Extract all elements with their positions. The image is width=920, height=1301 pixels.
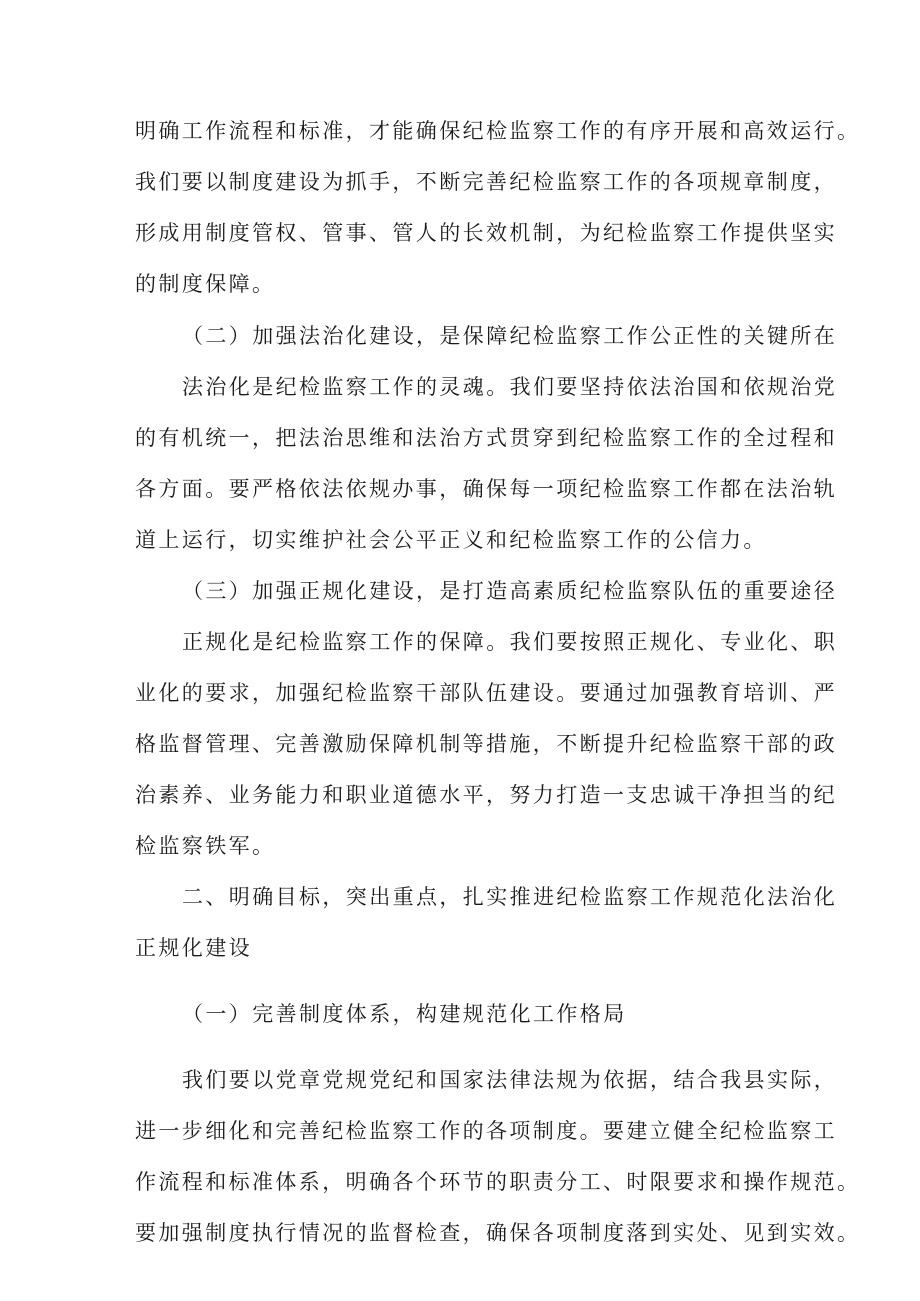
text-line-8: 各方面。要严格依法依规办事，确保每一项纪检监察工作都在法治轨 — [135, 477, 837, 501]
text-line-11: 正规化是纪检监察工作的保障。我们要按照正规化、专业化、职 — [182, 630, 838, 654]
text-line-13: 格监督管理、完善激励保障机制等措施，不断提升纪检监察干部的政 — [135, 732, 837, 756]
text-line-21: 作流程和标准体系，明确各个环节的职责分工、时限要求和操作规范。 — [135, 1170, 861, 1194]
text-line-1: 明确工作流程和标准，才能确保纪检监察工作的有序开展和高效运行。 — [135, 119, 861, 143]
text-line-22: 要加强制度执行情况的监督检查，确保各项制度落到实处、见到实效。 — [135, 1221, 861, 1245]
text-line-9: 道上运行，切实维护社会公平正义和纪检监察工作的公信力。 — [135, 528, 767, 552]
text-line-4: 的制度保障。 — [135, 272, 276, 296]
chapter-heading-2: 二、明确目标，突出重点，扎实推进纪检监察工作规范化法治化 — [182, 885, 838, 909]
text-line-3: 形成用制度管权、管事、管人的长效机制，为纪检监察工作提供坚实 — [135, 221, 837, 245]
chapter-heading-2-cont: 正规化建设 — [135, 936, 252, 960]
text-line-7: 的有机统一，把法治思维和法治方式贯穿到纪检监察工作的全过程和 — [135, 426, 837, 450]
text-line-20: 进一步细化和完善纪检监察工作的各项制度。要建立健全纪检监察工 — [135, 1119, 837, 1143]
text-line-15: 检监察铁军。 — [135, 834, 276, 858]
section-heading-3: （三）加强正规化建设，是打造高素质纪检监察队伍的重要途径 — [182, 579, 838, 603]
text-line-6: 法治化是纪检监察工作的灵魂。我们要坚持依法治国和依规治党 — [182, 375, 838, 399]
text-line-19: 我们要以党章党规党纪和国家法律法规为依据，结合我县实际， — [182, 1068, 838, 1092]
section-heading-2: （二）加强法治化建设，是保障纪检监察工作公正性的关键所在 — [182, 324, 838, 348]
text-line-12: 业化的要求，加强纪检监察干部队伍建设。要通过加强教育培训、严 — [135, 681, 837, 705]
section-heading-1: （一）完善制度体系，构建规范化工作格局 — [182, 1002, 627, 1026]
text-line-2: 我们要以制度建设为抓手，不断完善纪检监察工作的各项规章制度， — [135, 170, 837, 194]
text-line-14: 治素养、业务能力和职业道德水平，努力打造一支忠诚干净担当的纪 — [135, 783, 837, 807]
